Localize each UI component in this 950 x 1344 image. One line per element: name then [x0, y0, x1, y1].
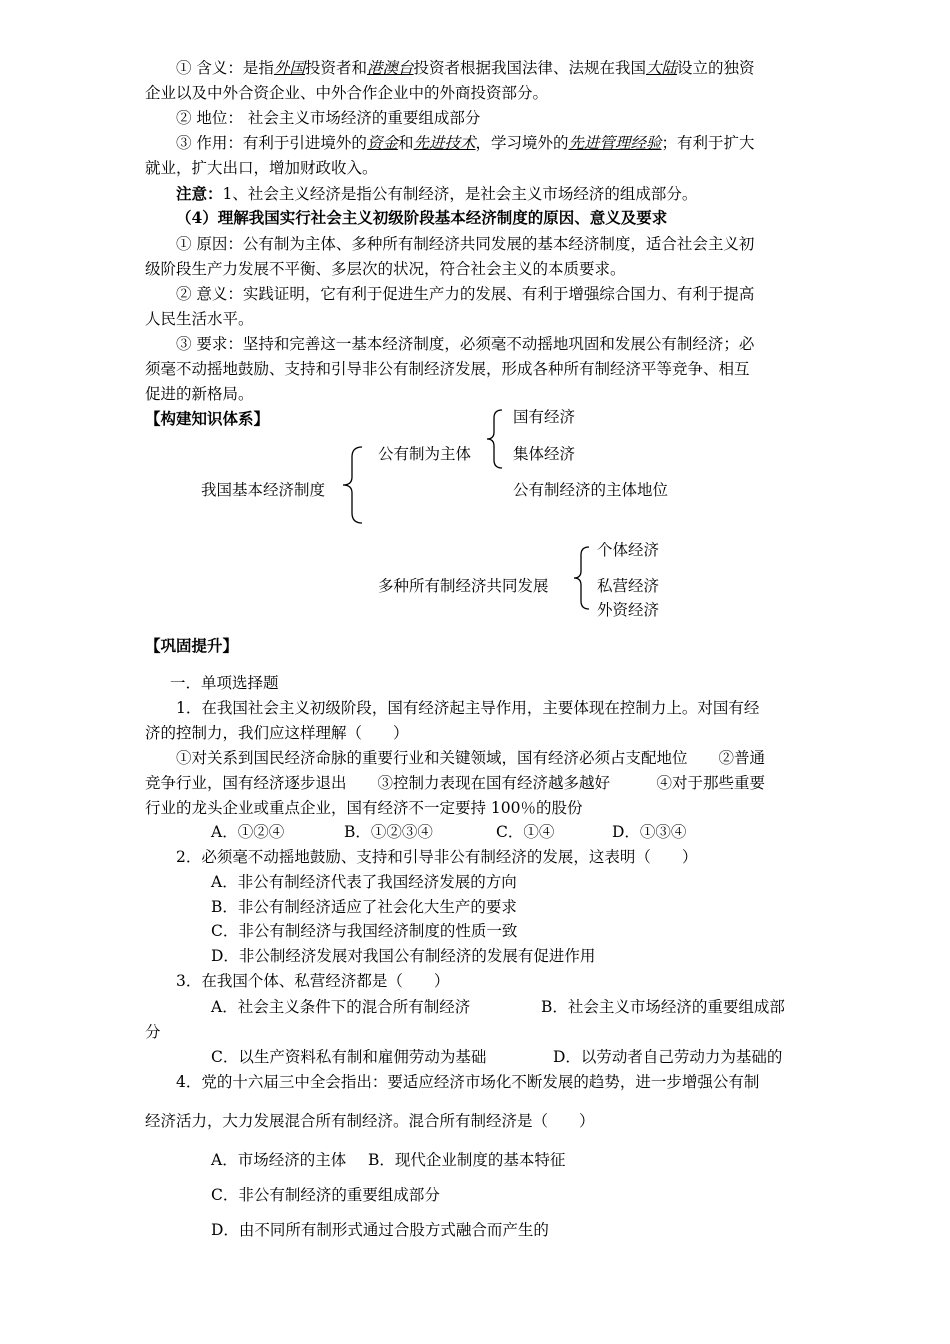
q4-option-d[interactable]: D．由不同所有制形式通过合股方式融合而产生的: [211, 1221, 549, 1239]
q2-option-d[interactable]: D．非公制经济发展对我国公有制经济的发展有促进作用: [211, 947, 596, 965]
q3-option-b[interactable]: B．社会主义市场经济的重要组成部: [541, 998, 785, 1016]
node-basic-economic-system: 我国基本经济制度: [201, 481, 326, 499]
q1-option-d[interactable]: D．①③④: [612, 823, 687, 841]
q1-option-b[interactable]: B．①②③④: [344, 823, 433, 841]
function-text: ；有利于扩大: [661, 134, 755, 152]
q3-option-c[interactable]: C．以生产资料私有制和雇佣劳动为基础: [211, 1048, 487, 1066]
definition-line-2: 企业以及中外合资企业、中外合作企业中的外商投资部分。: [145, 84, 549, 102]
q1-stem-line-4: 竞争行业，国有经济逐步退出 ③控制力表现在国有经济越多越好 ④对于那些重要: [145, 774, 766, 792]
root-brace: [340, 445, 364, 525]
requirement-line-3: 促进的新格局。: [145, 385, 254, 403]
q1-stem-line-5: 行业的龙头企业或重点企业，国有经济不一定要持 100％的股份: [145, 799, 583, 817]
q4-option-c[interactable]: C．非公有制经济的重要组成部分: [211, 1186, 440, 1204]
requirement-line-2: 须毫不动摇地鼓励、支持和引导非公有制经济发展，形成各种所有制经济平等竞争、相互: [145, 360, 750, 378]
reason-line-2: 级阶段生产力发展不平衡、多层次的状况，符合社会主义的本质要求。: [145, 260, 626, 278]
significance-line-2: 人民生活水平。: [145, 310, 254, 328]
node-state-economy: 国有经济: [513, 408, 576, 426]
q1-option-c[interactable]: C．①④: [496, 823, 555, 841]
status-line: ② 地位： 社会主义市场经济的重要组成部分: [176, 109, 481, 127]
node-public-economy-status: 公有制经济的主体地位: [513, 481, 669, 499]
q4-stem-line-1: 4．党的十六届三中全会指出：要适应经济市场化不断发展的趋势，进一步增强公有制: [176, 1073, 760, 1091]
keyword-advanced-tech: 先进技术: [413, 134, 476, 152]
node-foreign-economy: 外资经济: [597, 601, 660, 619]
function-line-2: 就业，扩大出口，增加财政收入。: [145, 159, 378, 177]
node-public-ownership-main: 公有制为主体: [378, 445, 472, 463]
node-private-economy: 私营经济: [597, 577, 660, 595]
node-individual-economy: 个体经济: [597, 541, 660, 559]
function-prefix: ③ 作用：有利于引进境外的: [176, 134, 367, 152]
q2-stem: 2．必须毫不动摇地鼓励、支持和引导非公有制经济的发展，这表明（ ）: [176, 848, 698, 866]
keyword-management: 先进管理经验: [568, 134, 662, 152]
q1-option-a[interactable]: A．①②④: [211, 823, 285, 841]
node-multiple-ownership: 多种所有制经济共同发展: [378, 577, 549, 595]
q4-stem-line-2: 经济活力，大力发展混合所有制经济。混合所有制经济是（ ）: [145, 1112, 595, 1130]
section-single-choice: 一．单项选择题: [170, 674, 279, 692]
definition-prefix: ① 含义：是指: [176, 59, 274, 77]
q4-option-b[interactable]: B．现代企业制度的基本特征: [368, 1151, 566, 1169]
function-line-1: [176, 132, 755, 154]
q1-stem-line-2: 济的控制力，我们应这样理解（ ）: [145, 724, 409, 742]
q2-option-a[interactable]: A．非公有制经济代表了我国经济发展的方向: [211, 873, 517, 891]
multi-brace: [571, 545, 591, 611]
q4-option-a[interactable]: A．市场经济的主体: [211, 1151, 347, 1169]
q3-stem: 3．在我国个体、私营经济都是（ ）: [176, 972, 450, 990]
knowledge-system-heading: 【构建知识体系】: [145, 409, 270, 428]
requirement-line-1: ③ 要求：坚持和完善这一基本经济制度，必须毫不动摇地巩固和发展公有制经济；必: [176, 335, 755, 353]
keyword-mainland: 大陆: [646, 59, 678, 77]
note-label: 注意：: [176, 184, 223, 203]
function-text: ，学习境外的: [475, 134, 569, 152]
note-text: 1、社会主义经济是指公有制经济，是社会主义市场经济的组成部分。: [222, 185, 698, 203]
q2-option-c[interactable]: C．非公有制经济与我国经济制度的性质一致: [211, 922, 518, 940]
function-text: 和: [397, 134, 414, 152]
q3-option-a[interactable]: A．社会主义条件下的混合所有制经济: [211, 998, 471, 1016]
significance-line-1: ② 意义：实践证明，它有利于促进生产力的发展、有利于增强综合国力、有利于提高: [176, 285, 755, 303]
practice-heading: 【巩固提升】: [145, 636, 239, 655]
q1-stem-line-3: ①对关系到国民经济命脉的重要行业和关键领域，国有经济必须占支配地位 ②普通: [176, 749, 766, 767]
note-line: [176, 183, 697, 205]
q3-option-b-continued: 分: [145, 1023, 161, 1041]
q2-option-b[interactable]: B．非公有制经济适应了社会化大生产的要求: [211, 898, 517, 916]
definition-text: 设立的独资: [677, 59, 755, 77]
section-4-heading: （4）理解我国实行社会主义初级阶段基本经济制度的原因、意义及要求: [176, 208, 668, 227]
definition-text: 投资者根据我国法律、法规在我国: [413, 59, 646, 77]
definition-text: 投资者和: [304, 59, 367, 77]
public-brace: [484, 408, 504, 470]
reason-line-1: ① 原因：公有制为主体、多种所有制经济共同发展的基本经济制度，适合社会主义初: [176, 235, 755, 253]
q1-stem-line-1: 1．在我国社会主义初级阶段，国有经济起主导作用，主要体现在控制力上。对国有经: [176, 699, 760, 717]
definition-line-1: [176, 57, 755, 79]
keyword-foreign: 外国: [273, 59, 305, 77]
q3-option-d[interactable]: D．以劳动者自己劳动力为基础的: [553, 1048, 783, 1066]
keyword-hk-macao-taiwan: 港澳台: [366, 59, 414, 77]
node-collective-economy: 集体经济: [513, 445, 576, 463]
keyword-capital: 资金: [366, 134, 398, 152]
